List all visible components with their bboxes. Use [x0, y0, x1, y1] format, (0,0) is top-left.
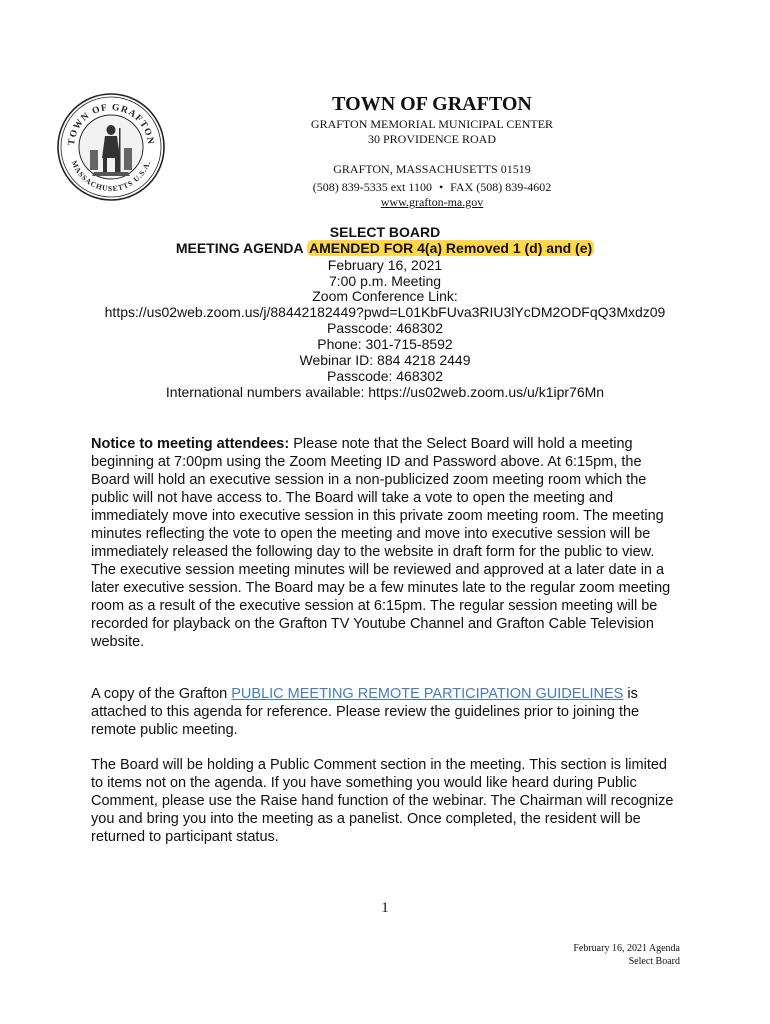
city-address: GRAFTON, MASSACHUSETTS 01519: [333, 162, 531, 176]
international-numbers[interactable]: International numbers available: https://us02web.zoom.us/u/k1ipr76Mn: [165, 384, 605, 400]
website-link[interactable]: www.grafton-ma.gov: [380, 195, 484, 209]
zoom-label: Zoom Conference Link:: [312, 288, 458, 304]
footer-board: Select Board: [628, 956, 680, 967]
street-address: 30 PROVIDENCE ROAD: [367, 132, 496, 146]
zoom-url[interactable]: https://us02web.zoom.us/j/88442182449?pwd=L01KbFUva3RIU3lYcDM2ODFqQ3Mxdz09: [104, 304, 666, 320]
fax-number: FAX (508) 839-4602: [450, 180, 552, 194]
amended-highlight: AMENDED FOR 4(a) Removed 1 (d) and (e): [309, 240, 593, 256]
contact-line: [232, 180, 632, 195]
guidelines-paragraph: [91, 685, 681, 739]
public-comment-paragraph: The Board will be holding a Public Comment section in the meeting. This section is limited to items not on the agenda. If you have something you would like heard during Public Comment, please use the Raise hand function of the webinar. The Chairman will recognize you and bring you into the meeting as a panelist. Once completed, the resident will be returned to participant status.: [91, 757, 674, 845]
svg-text:TOWN OF GRAFTON: TOWN OF GRAFTON: [66, 102, 156, 146]
webinar-id: Webinar ID: 884 4218 2449: [299, 352, 471, 368]
guidelines-prefix: A copy of the Grafton: [91, 686, 232, 702]
webinar-passcode: Passcode: 468302: [327, 368, 443, 384]
passcode: Passcode: 468302: [327, 320, 443, 336]
separator-bullet: •: [438, 180, 444, 194]
agenda-title-prefix: MEETING AGENDA: [175, 240, 308, 256]
board-name: SELECT BOARD: [329, 224, 441, 240]
phone-number: (508) 839-5335 ext 1100: [312, 180, 432, 194]
notice-paragraph: [91, 435, 681, 651]
guidelines-suffix: is attached to this agenda for reference. Please review the guidelines prior to joining the remote public meeting.: [91, 686, 640, 738]
guidelines-link[interactable]: PUBLIC MEETING REMOTE PARTICIPATION GUIDELINES: [231, 686, 624, 702]
meeting-time: 7:00 p.m. Meeting: [328, 273, 442, 289]
town-seal-logo: [56, 92, 166, 202]
notice-label: Notice to meeting attendees:: [91, 436, 290, 452]
page-number: 1: [381, 900, 389, 916]
notice-text: Please note that the Select Board will hold a meeting beginning at 7:00pm using the Zoom Meeting ID and Password above. At 6:15pm, the Board will hold an executive session in a non-publicized zoom meeting room which the public will not have access to. The Board will take a vote to open the meeting and immediately move into executive session in this private zoom meeting room. The meeting minutes reflecting the vote to open the meeting and move into executive session will be immediately released the following day to the website in draft form for the public to view. The executive session meeting minutes will be reviewed and approved at a later date in a later executive session. The Board may be a few minutes late to the regular zoom meeting room as a result of the executive session at 6:15pm. The regular session meeting will be recorded for playback on the Grafton TV Youtube Channel and Grafton Cable Television website.: [91, 436, 671, 650]
agenda-title: [0, 241, 770, 257]
phone-dialin: Phone: 301-715-8592: [317, 336, 453, 352]
municipal-center: GRAFTON MEMORIAL MUNICIPAL CENTER: [310, 117, 554, 131]
svg-text:MASSACHUSETTS U.S.A.: MASSACHUSETTS U.S.A.: [69, 159, 153, 194]
meeting-date: February 16, 2021: [327, 257, 443, 273]
footer-agenda-date: February 16, 2021 Agenda: [573, 943, 680, 954]
town-title: TOWN OF GRAFTON: [332, 93, 532, 115]
